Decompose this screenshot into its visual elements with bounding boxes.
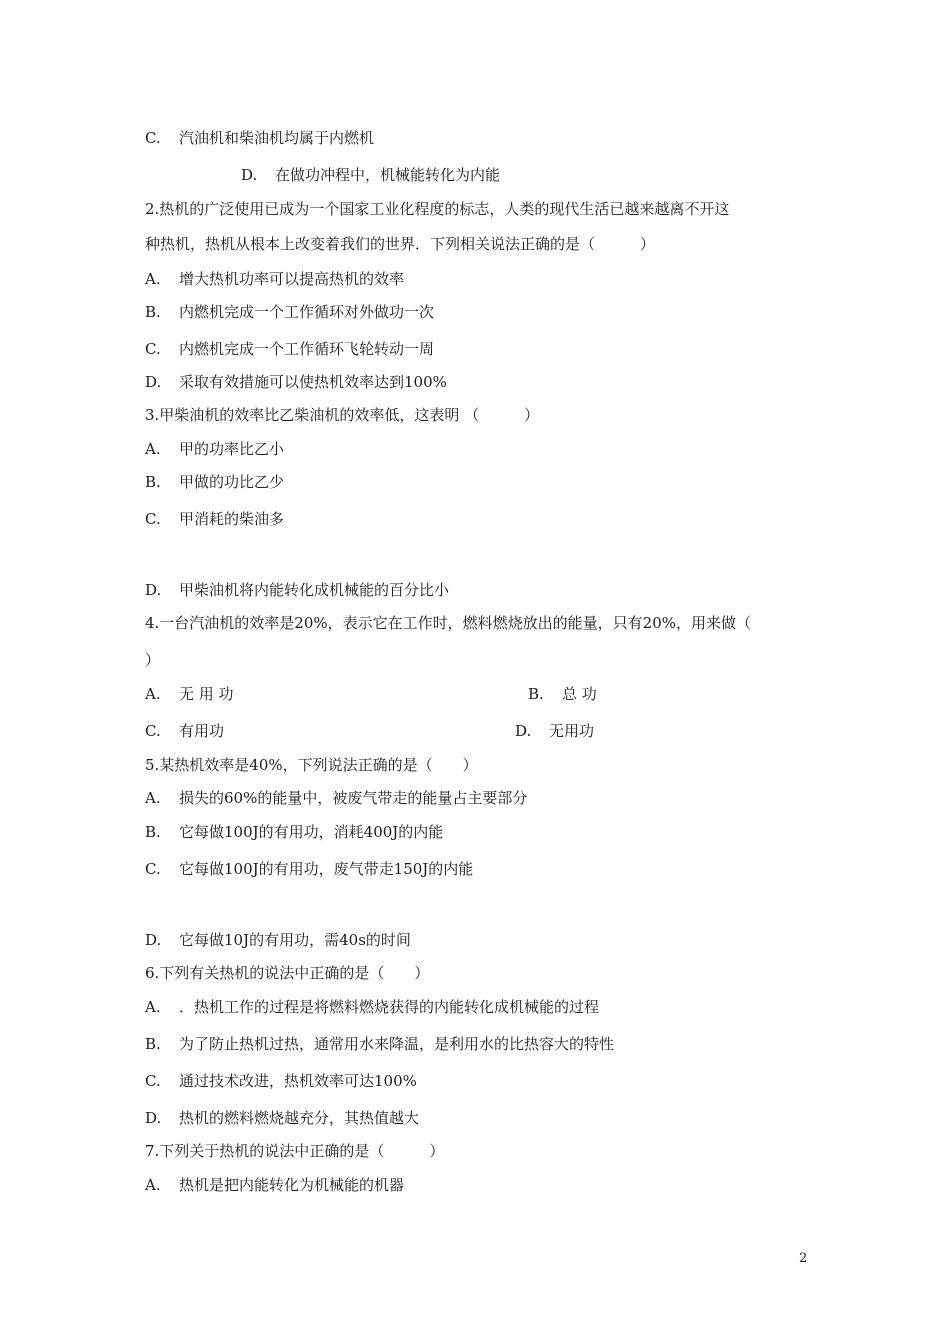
question-2-line-1: 2.热机的广泛使用已成为一个国家工业化程度的标志，人类的现代生活已越来越离不开这 <box>145 200 730 218</box>
option-3a: A. 甲的功率比乙小 <box>145 440 285 458</box>
option-5c: C. 它每做100J的有用功，废气带走150J的内能 <box>145 860 474 878</box>
option-6b: B. 为了防止热机过热，通常用水来降温，是利用水的比热容大的特性 <box>145 1035 615 1053</box>
option-2b: B. 内燃机完成一个工作循环对外做功一次 <box>145 303 435 321</box>
question-4-line-2: ） <box>145 651 161 669</box>
option-1d: D. 在做功冲程中，机械能转化为内能 <box>241 166 501 184</box>
option-5a: A. 损失的60%的能量中，被废气带走的能量占主要部分 <box>145 789 528 807</box>
option-2d: D. 采取有效措施可以使热机效率达到100% <box>145 373 447 391</box>
option-6a: A. ．热机工作的过程是将燃料燃烧获得的内能转化成机械能的过程 <box>145 998 600 1016</box>
question-6: 6.下列有关热机的说法中正确的是（ ） <box>145 964 430 982</box>
option-4c: C. 有用功 <box>145 722 225 740</box>
option-5b: B. 它每做100J的有用功，消耗400J的内能 <box>145 823 444 841</box>
question-5: 5.某热机效率是40%，下列说法正确的是（ ） <box>145 756 478 774</box>
option-4a: A. 无 用 功 <box>145 685 234 703</box>
option-4b: B. 总 功 <box>528 685 597 703</box>
question-3: 3.甲柴油机的效率比乙柴油机的效率低，这表明 （ ） <box>145 406 540 424</box>
option-4d: D. 无用功 <box>515 722 595 740</box>
option-7a: A. 热机是把内能转化为机械能的机器 <box>145 1176 405 1194</box>
question-7: 7.下列关于热机的说法中正确的是（ ） <box>145 1142 445 1160</box>
question-4-line-1: 4.一台汽油机的效率是20%，表示它在工作时，燃料燃烧放出的能量，只有20%，用来做（ <box>145 614 751 632</box>
question-2-line-2: 种热机，热机从根本上改变着我们的世界．下列相关说法正确的是（ ） <box>145 235 656 253</box>
option-2c: C. 内燃机完成一个工作循环飞轮转动一周 <box>145 340 435 358</box>
page-number: 2 <box>799 1251 808 1266</box>
option-3b: B. 甲做的功比乙少 <box>145 473 285 491</box>
option-2a: A. 增大热机功率可以提高热机的效率 <box>145 270 405 288</box>
option-1c: C. 汽油机和柴油机均属于内燃机 <box>145 129 375 147</box>
option-5d: D. 它每做10J的有用功，需40s的时间 <box>145 931 411 949</box>
option-3d: D. 甲柴油机将内能转化成机械能的百分比小 <box>145 581 450 599</box>
option-6d: D. 热机的燃料燃烧越充分，其热值越大 <box>145 1109 420 1127</box>
option-6c: C. 通过技术改进，热机效率可达100% <box>145 1072 417 1090</box>
option-3c: C. 甲消耗的柴油多 <box>145 510 285 528</box>
